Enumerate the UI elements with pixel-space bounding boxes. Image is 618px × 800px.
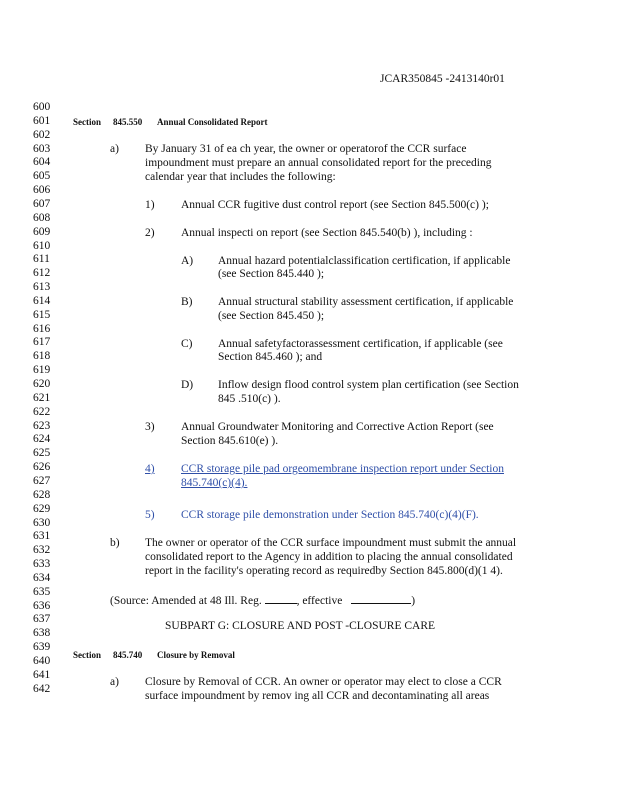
line-number: 631	[33, 530, 51, 543]
line-number: 603	[33, 142, 51, 155]
source-prefix: (Source: Amended at 48 Ill. Reg.	[110, 595, 262, 607]
line-number: 623	[33, 419, 51, 432]
line-number: 611	[33, 253, 50, 266]
item-B-line: (see Section 845.450 );	[218, 310, 325, 322]
section-heading-label: Section	[73, 117, 101, 127]
line-number: 626	[33, 461, 51, 474]
item-A-label: A)	[181, 255, 194, 267]
item-C-line: Section 845.460 ); and	[218, 351, 323, 363]
document-header: JCAR350845 -2413140r01	[380, 73, 505, 85]
line-number: 604	[33, 156, 51, 169]
line-number: 638	[33, 627, 51, 640]
line-number: 614	[33, 294, 51, 307]
item-3-label: 3)	[145, 421, 155, 433]
source-mid: , effective	[296, 595, 343, 607]
line-number: 628	[33, 488, 51, 501]
paragraph-b-line: The owner or operator of the CCR surface impoundment must submit the annual	[145, 537, 517, 549]
source-blank-reg	[265, 593, 297, 604]
item-1-label: 1)	[145, 199, 155, 211]
line-number: 616	[33, 322, 51, 335]
paragraph-a2-line: Closure by Removal of CCR. An owner or operator may elect to close a CCR	[145, 676, 502, 688]
line-number: 610	[33, 239, 51, 252]
item-5-text: CCR storage pile demonstration under Section 845.740(c)(4)(F).	[181, 509, 479, 521]
line-number: 617	[33, 336, 51, 349]
paragraph-a-line: calendar year that includes the following:	[145, 171, 336, 183]
item-4-label: 4)	[145, 463, 155, 475]
item-A-line: Annual hazard potentialclassification certification, if applicable	[218, 255, 511, 267]
item-4-line: 845.740(c)(4).	[181, 477, 248, 489]
item-1-text: Annual CCR fugitive dust control report (see Section 845.500(c) );	[181, 199, 489, 211]
line-number: 601	[33, 114, 51, 127]
line-number: 641	[33, 668, 51, 681]
source-note	[110, 593, 415, 607]
line-number: 634	[33, 571, 51, 584]
paragraph-b-line: consolidated report to the Agency in addition to placing the annual consolidated	[145, 551, 513, 563]
section-heading-title: Annual Consolidated Report	[157, 117, 268, 127]
line-number: 639	[33, 641, 51, 654]
line-number: 605	[33, 170, 51, 183]
paragraph-a-line: By January 31 of ea ch year, the owner or operatorof the CCR surface	[145, 143, 467, 155]
item-A-line: (see Section 845.440 );	[218, 268, 325, 280]
item-D-label: D)	[181, 379, 194, 391]
paragraph-b-line: report in the facility's operating record as requiredby Section 845.800(d)(1 4).	[145, 565, 503, 577]
line-number: 640	[33, 655, 51, 667]
line-number: 608	[33, 211, 51, 224]
line-number: 609	[33, 225, 51, 238]
line-number: 600	[33, 101, 51, 113]
item-B-label: B)	[181, 296, 193, 308]
item-D-line: Inflow design flood control system plan certification (see Section	[218, 379, 519, 391]
section-heading-title: Closure by Removal	[157, 650, 235, 660]
line-number: 630	[33, 516, 51, 529]
item-3-line: Section 845.610(e) ).	[181, 435, 279, 447]
paragraph-a2-line: surface impoundment by remov ing all CCR and decontaminating all areas	[145, 690, 490, 702]
line-number: 625	[33, 447, 51, 460]
line-number: 624	[33, 433, 51, 446]
line-number: 602	[33, 128, 51, 141]
section-heading-number: 845.740	[113, 650, 143, 660]
source-suffix: )	[411, 595, 416, 607]
item-2-text: Annual inspecti on report (see Section 845.540(b) ), including :	[181, 227, 473, 239]
item-5-label: 5)	[145, 509, 155, 521]
paragraph-a2-label: a)	[110, 676, 119, 688]
line-number: 619	[33, 364, 51, 377]
line-number: 621	[33, 391, 51, 404]
line-number: 612	[33, 267, 51, 280]
item-3-line: Annual Groundwater Monitoring and Corrective Action Report (see	[181, 421, 494, 433]
line-number: 629	[33, 502, 51, 515]
item-C-line: Annual safetyfactorassessment certification, if applicable (see	[218, 338, 503, 350]
section-heading-number: 845.550	[113, 117, 143, 127]
line-number: 618	[33, 350, 51, 363]
item-B-line: Annual structural stability assessment certification, if applicable	[218, 296, 514, 308]
line-number: 627	[33, 474, 51, 487]
item-2-label: 2)	[145, 227, 155, 239]
item-C-label: C)	[181, 338, 193, 350]
item-4-line: CCR storage pile pad orgeomembrane inspection report under Section	[181, 463, 504, 475]
paragraph-a-label: a)	[110, 143, 119, 155]
line-number: 615	[33, 308, 51, 321]
section-heading-label: Section	[73, 650, 101, 660]
paragraph-a-line: impoundment must prepare an annual consolidated report for the preceding	[145, 157, 492, 169]
item-D-line: 845 .510(c) ).	[218, 393, 281, 405]
source-blank-effective	[351, 593, 411, 604]
line-number: 622	[33, 405, 51, 418]
line-number: 642	[33, 682, 51, 695]
line-number: 606	[33, 184, 51, 197]
line-number: 637	[33, 613, 51, 626]
line-number: 607	[33, 197, 51, 210]
paragraph-b-label: b)	[110, 537, 120, 549]
line-number: 613	[33, 281, 51, 293]
line-number: 620	[33, 378, 51, 390]
subpart-heading: SUBPART G: CLOSURE AND POST -CLOSURE CARE	[165, 620, 436, 632]
line-number: 636	[33, 599, 51, 612]
line-number: 633	[33, 558, 51, 570]
line-number: 635	[33, 585, 51, 598]
line-number: 632	[33, 544, 51, 557]
